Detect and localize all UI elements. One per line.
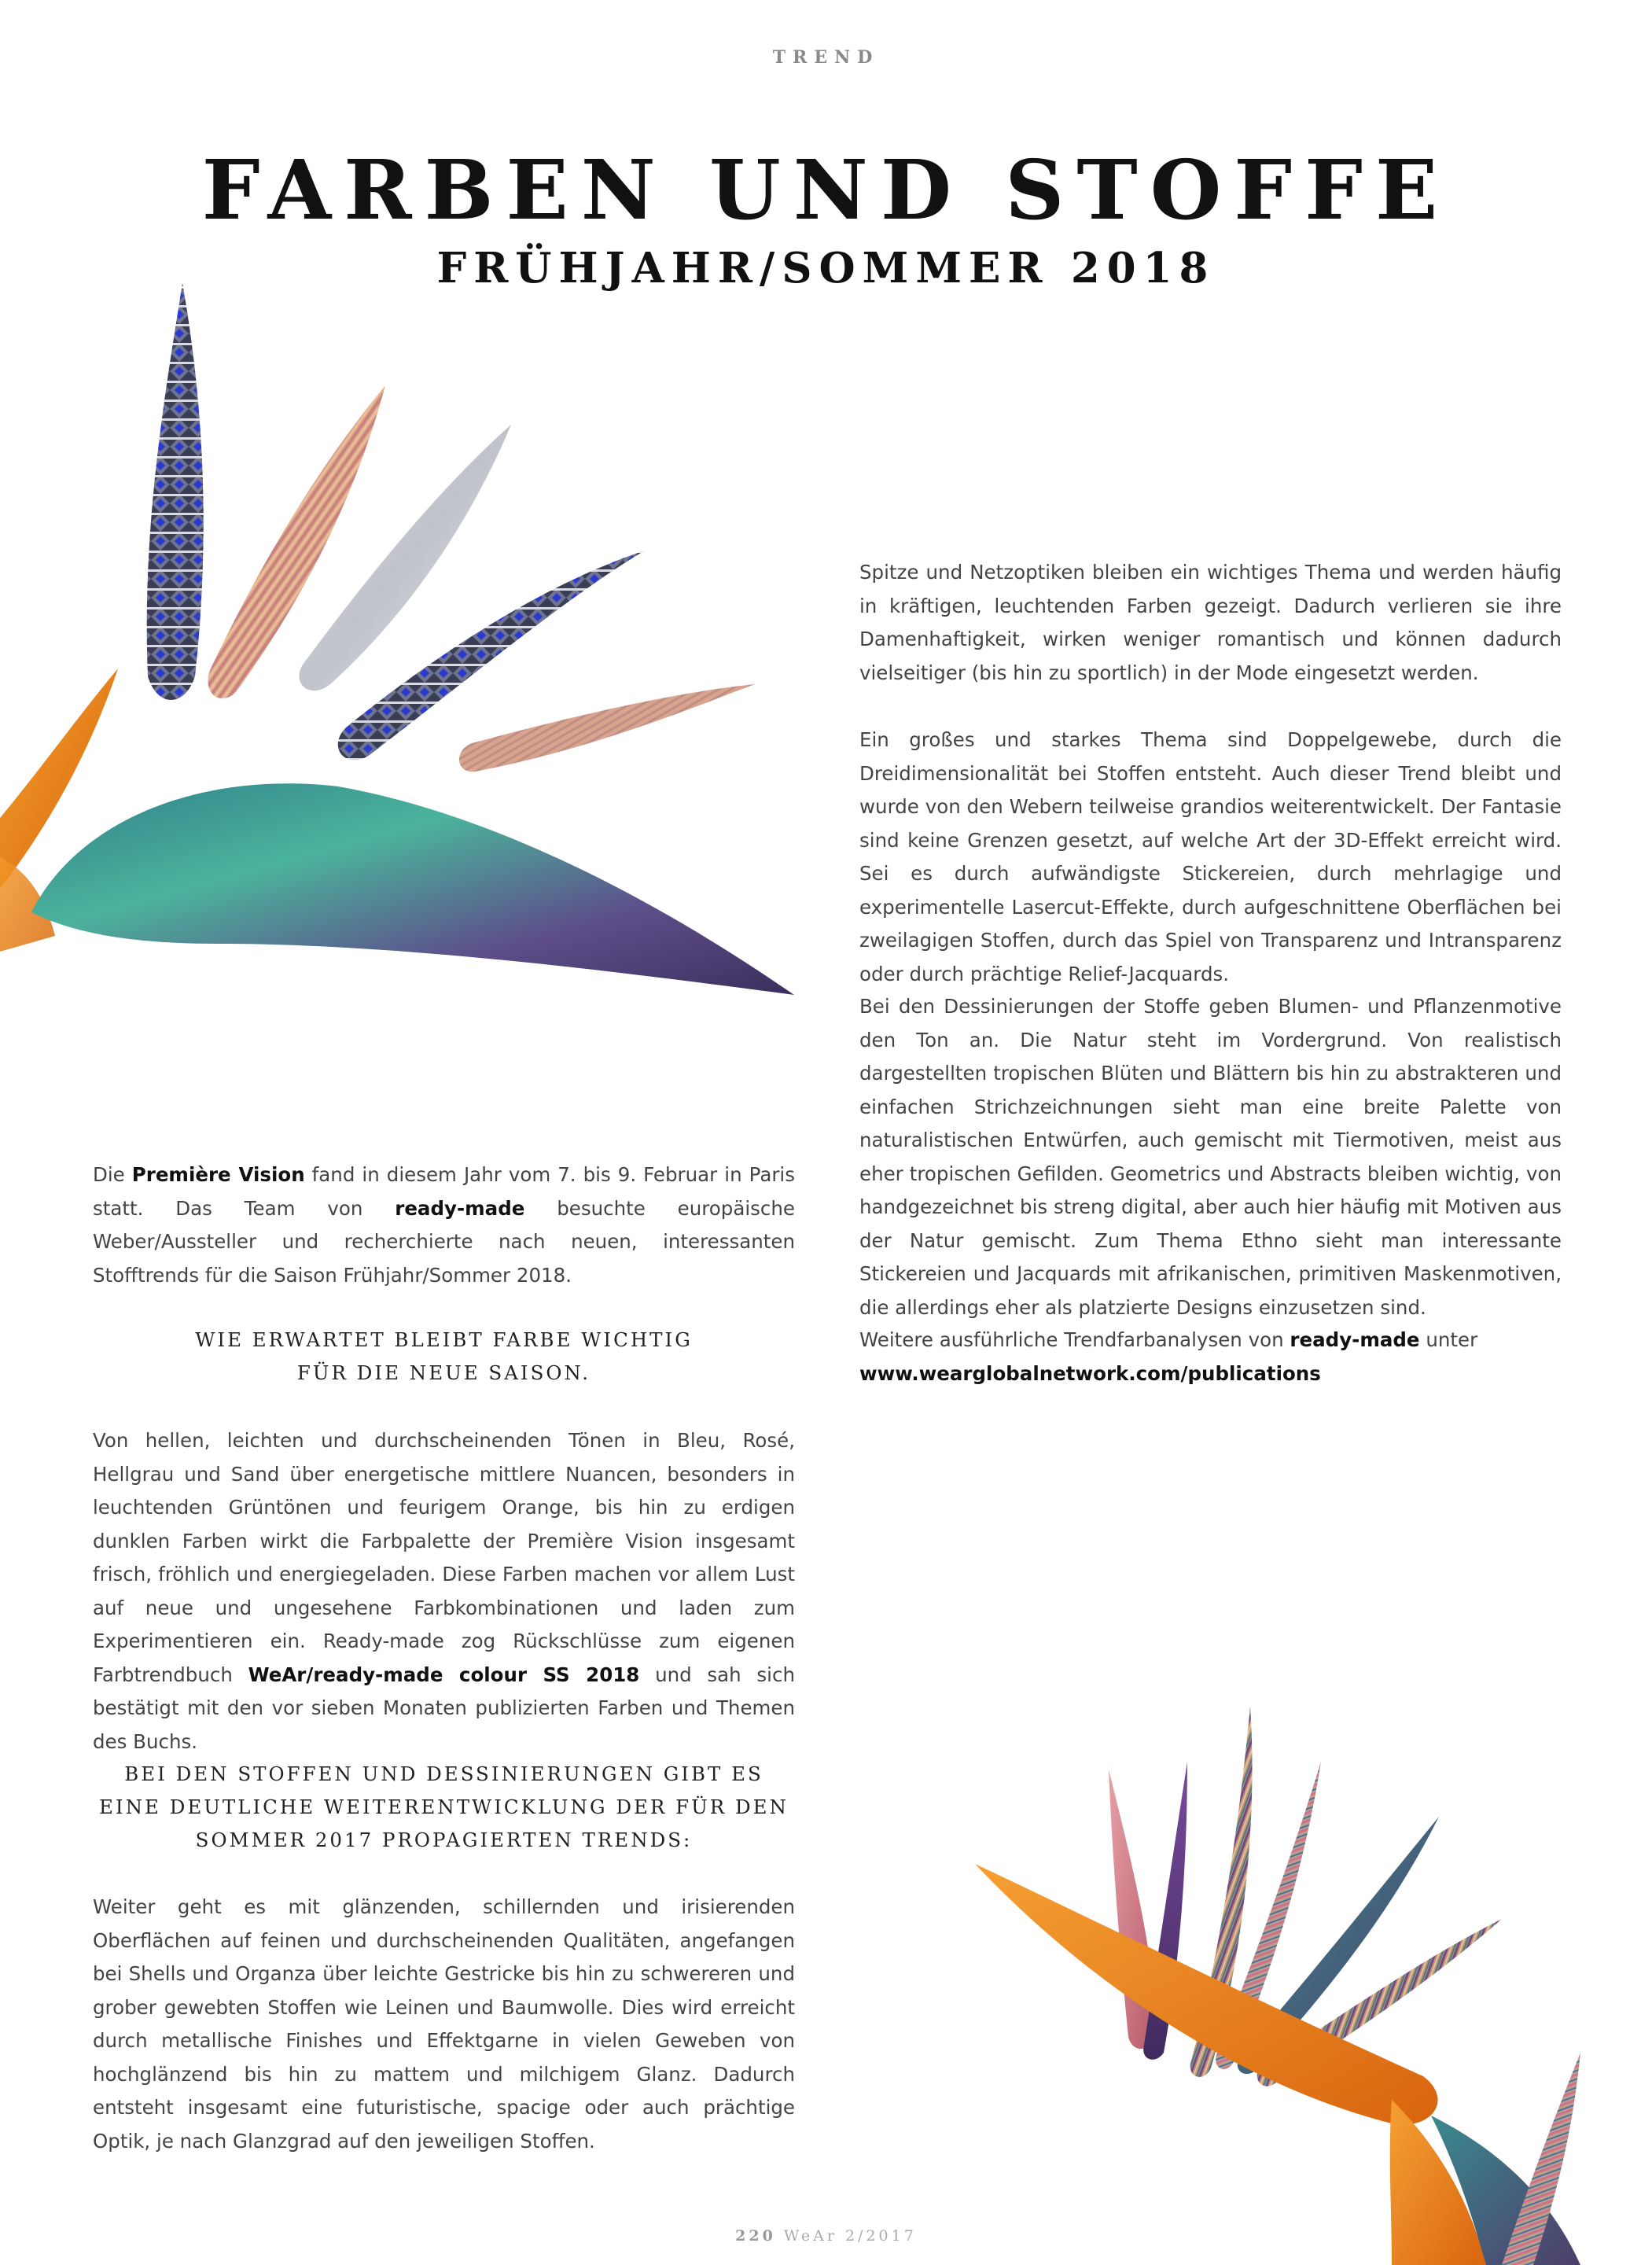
oberflaechen-paragraph: Weiter geht es mit glänzenden, schillernden und irisierenden Oberflächen auf feinen und durchscheinenden Qualitäten, angefangen bei Shells und Organza über leichte Gestricke bis hin zu schwereren und grober gewebten Stoffen wie Leinen und Baumwolle. Dies wird erreicht durch metallische Finishes und Effektgarne in vielen Geweben von hochglänzend bis hin zu mattem und milchigem Glanz. Dadurch entsteht insgesamt eine futuristische, spacige oder auch prächtige Optik, je nach Glanzgrad auf den jeweiligen Stoffen. (93, 1895, 795, 2153)
page-number: 220 (735, 2227, 776, 2245)
section-label: TREND (772, 47, 880, 68)
dessinierungen-paragraph: Bei den Dessinierungen der Stoffe geben Blumen- und Pflanzenmotive den Ton an. Die Natur steht im Vordergrund. Von realistisch dargestellten tropischen Blüten und Blättern bis hin zu abstrakteren und einfachen Strichzeichnungen sieht man eine breite Palette von naturalistischen Entwürfen, auch gemischt mit Tiermotiven, meist aus eher tropischen Gefilden. Geometrics und Abstracts bleiben wichtig, von handgezeichnet bis streng digital, aber auch hier häufig mit Motiven aus der Natur gemischt. Zum Thema Ethno sieht man interessante Stickereien und Jacquards mit afrikanischen, primitiven Maskenmotiven, die allerdings eher als platzierte Designs einzusetzen sind. (859, 995, 1562, 1319)
farbe-paragraph: Von hellen, leichten und durchscheinenden Tönen in Bleu, Rosé, Hellgrau und Sand über energetische mittlere Nuancen, besonders in leuchtenden Grüntönen und feurigem Orange, bis hin zu erdigen dunklen Farben wirkt die Farbpalette der Première Vision insgesamt frisch, fröhlich und energiegeladen. Diese Farben machen vor allem Lust auf neue und ungesehene Farbkombinationen und laden zum Experimentieren ein. Ready-made zog Rückschlüsse zum eigenen Farbtrendbuch WeAr/ready-made colour SS 2018 und sah sich bestätigt mit den vor sieben Monaten publizierten Farben und Themen des Buchs. (93, 1429, 795, 1753)
bird-of-paradise-illustration-bottom (951, 1707, 1652, 2265)
spitze-paragraph: Spitze und Netzoptiken bleiben ein wichtiges Thema und werden häufig in kräftigen, leuchtenden Farben gezeigt. Dadurch verlieren sie ihre Damenhaftigkeit, wirken weniger romantisch und können dadurch vielseitiger (bis hin zu sportlich) in der Mode eingesetzt werden. (859, 561, 1562, 684)
ready-made-name: ready-made (395, 1196, 525, 1220)
page-title: FARBEN UND STOFFE (201, 142, 1451, 238)
ready-made-name-2: ready-made (1290, 1328, 1420, 1351)
page-subtitle: FRÜHJAHR/SOMMER 2018 (436, 244, 1216, 293)
intro-paragraph: Die Première Vision fand in diesem Jahr vom 7. bis 9. Februar in Paris statt. Das Team von ready-made besuchte europäische Weber/Aussteller und recherchierte nach neuen, interessanten Stofftrends für die Saison Frühjahr/Sommer 2018. (93, 1163, 795, 1287)
page-footer (0, 2227, 1652, 2245)
premiere-vision-name: Première Vision (131, 1163, 305, 1186)
magazine-issue: WeAr 2/2017 (783, 2227, 917, 2245)
colour-book-name: WeAr/ready-made colour SS 2018 (248, 1663, 640, 1686)
trendanalysen-paragraph: Weitere ausführliche Trendfarbanalysen von ready-made unter (859, 1328, 1478, 1351)
bird-of-paradise-illustration-top (0, 267, 810, 1015)
publications-link[interactable]: www.wearglobalnetwork.com/publications (859, 1361, 1321, 1385)
doppelgewebe-paragraph: Ein großes und starkes Thema sind Doppelgewebe, durch die Dreidimensionalität bei Stoffen entsteht. Auch dieser Trend bleibt und wurde von den Webern teilweise grandios weiterentwickelt. Der Fantasie sind keine Grenzen gesetzt, auf welche Art der 3D-Effekt erreicht wird. Sei es durch aufwändigste Stickereien, durch mehrlagige und experimentelle Lasercut-Effekte, durch aufgeschnittene Oberflächen bei zweilagigen Stoffen, durch das Spiel von Transparenz und Intransparenz oder durch prächtige Relief-Jacquards. (859, 728, 1562, 985)
subheading-stoffe: BEI DEN STOFFEN UND DESSINIERUNGEN GIBT ES EINE DEUTLICHE WEITERENTWICKLUNG DER FÜR DEN SOMMER 2017 PROPAGIERTEN TRENDS: (99, 1762, 789, 1851)
subheading-farbe: WIE ERWARTET BLEIBT FARBE WICHTIG FÜR DIE NEUE SAISON. (195, 1328, 693, 1384)
